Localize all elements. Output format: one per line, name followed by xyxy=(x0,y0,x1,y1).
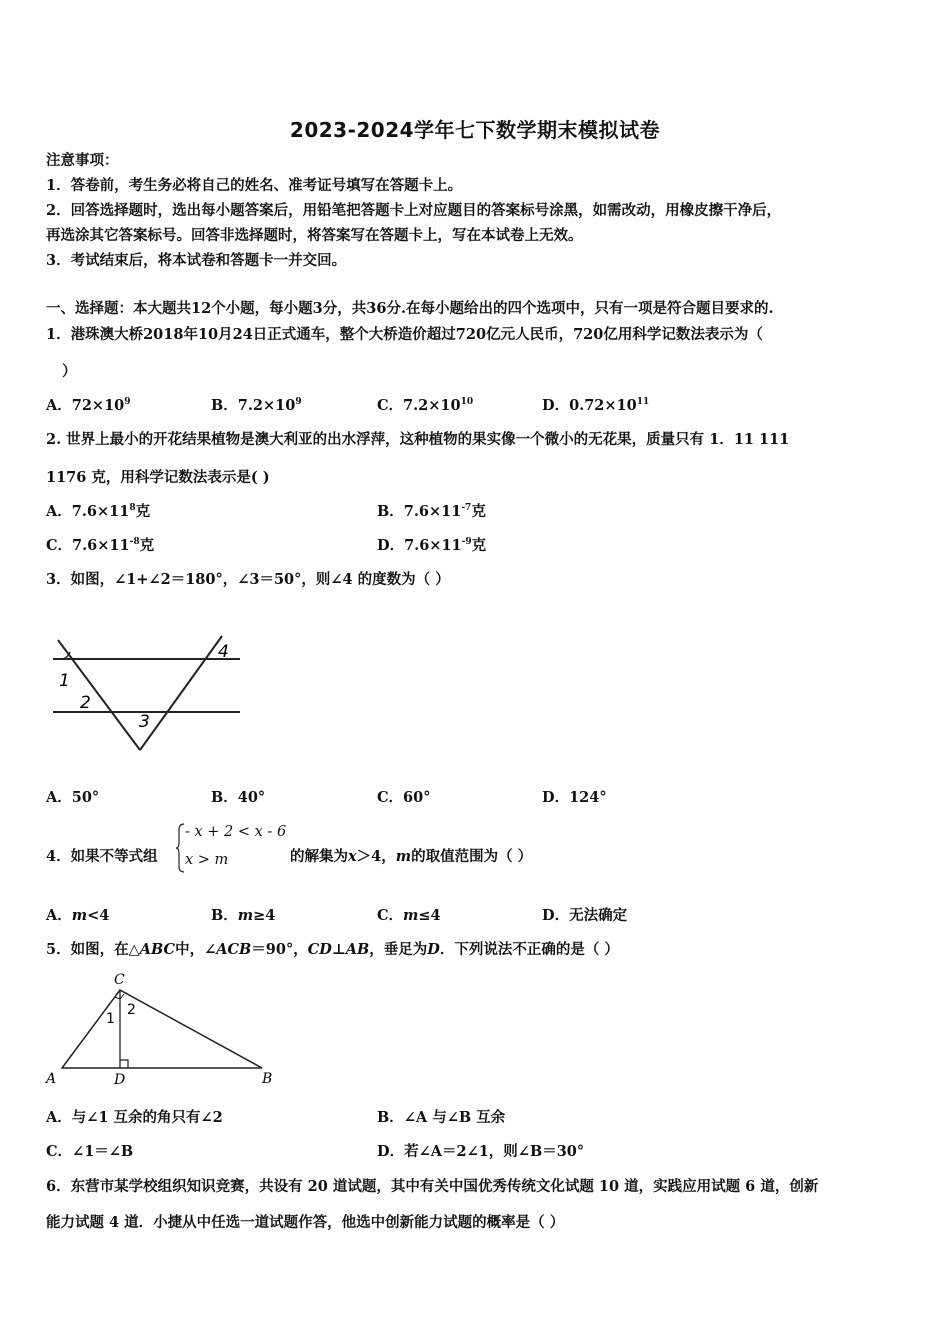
q3-option-b: B．40° xyxy=(211,789,266,806)
question-4-prefix: 4．如果不等式组 xyxy=(46,848,158,865)
q2-option-a: A．$7.6\times 11^8$克 xyxy=(46,503,151,520)
inequality-2: x > m xyxy=(185,852,229,868)
q5-label-d: D xyxy=(114,1072,126,1088)
notice-item: 1．答卷前，考生务必将自己的姓名、准考证号填写在答题卡上。 xyxy=(46,177,463,194)
q4-option-c: C．m≤4 xyxy=(377,907,441,924)
question-1-text: 1．港珠澳大桥2018年10月24日正式通车，整个大桥造价超过720亿元人民币，720亿用科学记数法表示为（ xyxy=(46,326,763,343)
q3-option-d: D．124° xyxy=(542,789,607,806)
q5-label-b: B xyxy=(262,1071,273,1087)
q5-figure xyxy=(44,966,284,1092)
question-5-text: 5．如图，在△ABC中，∠ACB＝90°，CD⊥AB，垂足为D．下列说法不正确的是（ ） xyxy=(46,941,619,958)
section-heading: 一、选择题：本大题共12个小题，每小题3分，共36分.在每小题给出的四个选项中，只有一项是符合题目要求的. xyxy=(46,300,774,317)
q3-option-c: C．60° xyxy=(377,789,431,806)
q3-label-1: 1 xyxy=(59,671,70,691)
q5-label-c: C xyxy=(114,972,125,988)
q3-option-a: A．50° xyxy=(46,789,100,806)
q5-option-b: B．∠A 与∠B 互余 xyxy=(377,1109,506,1126)
q1-option-a: A．$72\times 10^9$ xyxy=(46,397,131,414)
notice-heading: 注意事项： xyxy=(46,152,119,169)
q5-option-c: C．∠1＝∠B xyxy=(46,1143,134,1160)
q3-label-3: 3 xyxy=(139,712,150,732)
question-3-text: 3．如图，∠1+∠2＝180°，∠3＝50°，则∠4 的度数为（ ） xyxy=(46,571,450,588)
q2-option-b: B．$7.6\times 11^{-7}$克 xyxy=(377,503,486,520)
notice-item: 3．考试结束后，将本试卷和答题卡一并交回。 xyxy=(46,252,347,269)
q1-option-c: C．$7.2\times 10^{10}$ xyxy=(377,397,474,414)
q2-option-d: D．$7.6\times 11^{-9}$克 xyxy=(377,537,487,554)
q5-label-2: 2 xyxy=(127,1002,136,1018)
notice-item: 2．回答选择题时，选出每小题答案后，用铅笔把答题卡上对应题目的答案标号涂黑，如需改动，用橡皮擦干净后， xyxy=(46,202,782,219)
question-1-text-cont: ） xyxy=(62,363,77,380)
q1-option-d: D．$0.72\times 10^{11}$ xyxy=(542,397,650,414)
q5-label-a: A xyxy=(46,1071,57,1087)
q4-option-b: B．m≥4 xyxy=(211,907,276,924)
q4-option-a: A．m<4 xyxy=(46,907,110,924)
q5-option-a: A．与∠1 互余的角只有∠2 xyxy=(46,1109,223,1126)
q5-label-1: 1 xyxy=(106,1011,115,1027)
question-6-text-cont: 能力试题 4 道．小捷从中任选一道试题作答，他选中创新能力试题的概率是（ ） xyxy=(46,1214,565,1231)
q3-label-2: 2 xyxy=(80,693,91,713)
page-title: 2023-2024学年七下数学期末模拟试卷 xyxy=(289,118,661,142)
inequality-system xyxy=(176,822,286,874)
q3-label-4: 4 xyxy=(218,642,229,662)
q3-figure xyxy=(48,632,248,757)
q5-option-d: D．若∠A＝2∠1，则∠B＝30° xyxy=(377,1143,585,1160)
inequality-1: - x + 2 < x - 6 xyxy=(185,824,287,840)
question-4-suffix: 的解集为x＞4，m的取值范围为（ ） xyxy=(290,848,533,865)
question-2-text: 2. 世界上最小的开花结果植物是澳大利亚的出水浮萍，这种植物的果实像一个微小的无花果，质量只有 1．11 111 xyxy=(46,431,790,448)
question-2-text-cont: 1176 克，用科学记数法表示是( ) xyxy=(46,469,270,486)
q4-option-d: D．无法确定 xyxy=(542,907,628,924)
notice-item: 再选涂其它答案标号。回答非选择题时，将答案写在答题卡上，写在本试卷上无效。 xyxy=(46,227,583,244)
question-6-text: 6．东营市某学校组织知识竞赛，共设有 20 道试题，其中有关中国优秀传统文化试题 10 道，实践应用试题 6 道，创新 xyxy=(46,1178,819,1195)
q1-option-b: B．$7.2\times 10^9$ xyxy=(211,397,302,414)
q2-option-c: C．$7.6\times 11^{-8}$克 xyxy=(46,537,155,554)
